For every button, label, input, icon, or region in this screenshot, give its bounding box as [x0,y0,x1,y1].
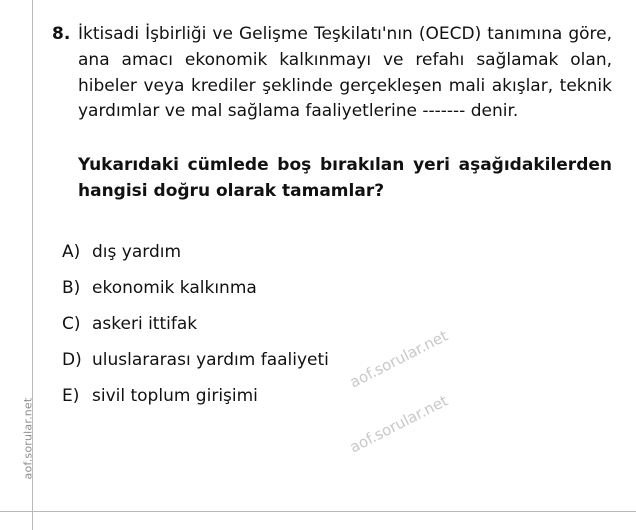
question-body [78,22,612,205]
option-e-letter: E) [62,385,80,406]
option-b[interactable] [52,271,612,307]
option-b-letter: B) [62,277,81,298]
options-list [52,205,612,415]
option-a[interactable] [52,235,612,271]
question-block [52,22,612,415]
option-c-letter: C) [62,313,81,334]
question-number: 8. [52,24,71,44]
option-a-letter: A) [62,241,81,262]
option-c-text: askeri ittifak [92,313,198,334]
option-d-letter: D) [62,349,82,370]
question-row [52,22,612,205]
option-b-text: ekonomik kalkınma [92,277,257,298]
bottom-divider [0,511,636,512]
option-a-text: dış yardım [92,241,182,262]
option-d-text: uluslararası yardım faaliyeti [92,349,329,370]
question-text: İktisadi İşbirliği ve Gelişme Teşkilatı'nın (OECD) tanımına göre, ana amacı ekonomik kalkınmayı ve refahı sağlamak olan, hibeler veya krediler şeklinde gerçekleşen mali akışlar, teknik yardımlar ve mal sağlama faaliyetlerine ------- denir. [78,24,612,122]
sidebar-watermark: aof.sorular.net [21,397,35,480]
option-e-text: sivil toplum girişimi [92,385,258,406]
diagonal-watermark-1: aof.sorular.net [346,326,451,392]
diagonal-watermark-2: aof.sorular.net [346,391,451,457]
option-c[interactable] [52,307,612,343]
option-d[interactable] [52,343,612,379]
question-prompt: Yukarıdaki cümlede boş bırakılan yeri aşağıdakilerden hangisi doğru olarak tamamlar? [78,155,612,202]
option-e[interactable] [52,379,612,415]
